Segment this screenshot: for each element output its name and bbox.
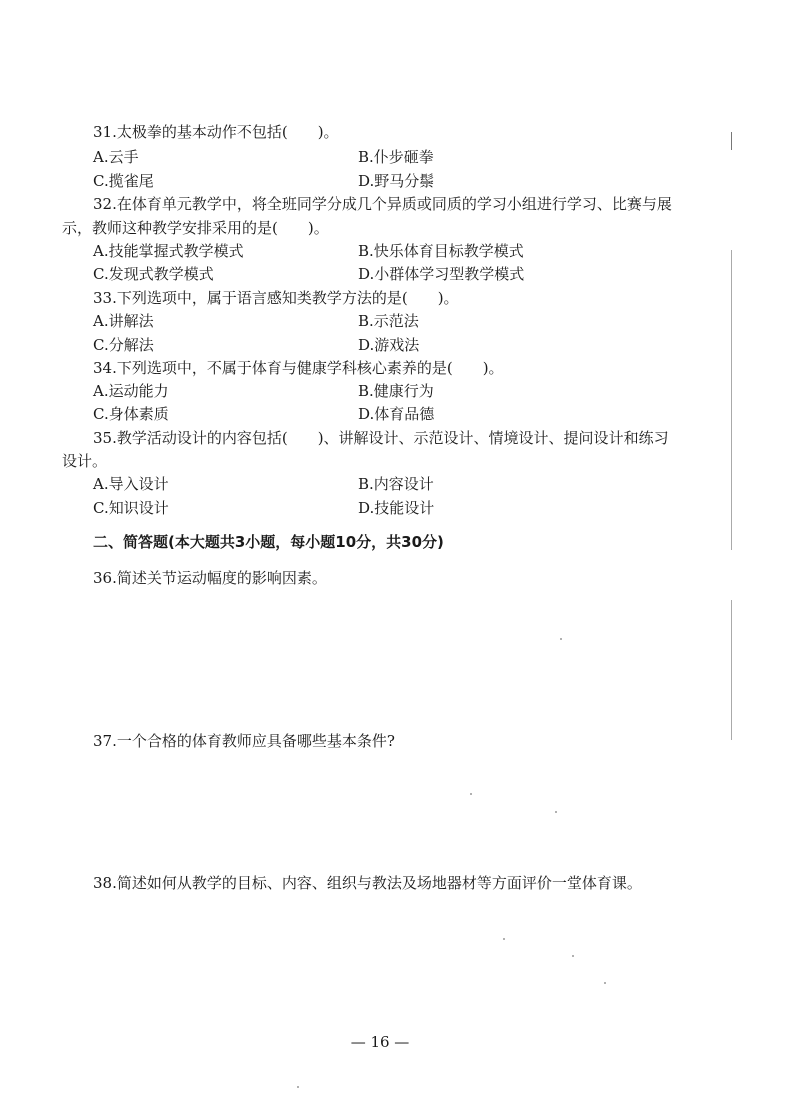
- question-38: 38.简述如何从教学的目标、内容、组织与教法及场地器材等方面评价一堂体育课。: [93, 874, 642, 892]
- section-2-heading: 二、简答题(本大题共3小题，每小题10分，共30分): [93, 533, 444, 551]
- question-35-stem-line-2: 设计。: [62, 452, 108, 470]
- question-35-stem-line-1: 35.教学活动设计的内容包括( )、讲解设计、示范设计、情境设计、提问设计和练习: [93, 429, 669, 447]
- scan-speck: [555, 811, 557, 813]
- question-32-option-c: C.发现式教学模式: [93, 265, 214, 283]
- scan-speck: [470, 793, 472, 795]
- scan-speck: [604, 982, 606, 984]
- question-33-option-b: B.示范法: [358, 312, 419, 330]
- margin-rule-top: [731, 132, 732, 150]
- scan-speck: [503, 938, 505, 940]
- question-31-option-c: C.揽雀尾: [93, 172, 154, 190]
- question-35-option-d: D.技能设计: [358, 499, 435, 517]
- question-35-option-b: B.内容设计: [358, 475, 434, 493]
- question-32-stem-line-1: 32.在体育单元教学中，将全班同学分成几个异质或同质的学习小组进行学习、比赛与展: [93, 195, 672, 213]
- scan-speck: [560, 638, 562, 640]
- question-35-option-a: A.导入设计: [93, 475, 169, 493]
- question-33-option-c: C.分解法: [93, 336, 154, 354]
- question-31-stem: 31.太极拳的基本动作不包括( )。: [93, 123, 339, 141]
- question-36: 36.简述关节运动幅度的影响因素。: [93, 569, 327, 587]
- scan-speck: [572, 955, 574, 957]
- question-31-option-a: A.云手: [93, 148, 139, 166]
- question-34-option-a: A.运动能力: [93, 382, 169, 400]
- scan-speck: [297, 1086, 299, 1088]
- question-37: 37.一个合格的体育教师应具备哪些基本条件?: [93, 732, 395, 750]
- question-33-option-a: A.讲解法: [93, 312, 154, 330]
- margin-rule-middle: [731, 250, 732, 550]
- question-32-option-a: A.技能掌握式教学模式: [93, 242, 244, 260]
- margin-rule-bottom: [731, 600, 732, 740]
- question-32-stem-line-2: 示，教师这种教学安排采用的是( )。: [62, 219, 329, 237]
- question-34-option-c: C.身体素质: [93, 405, 169, 423]
- question-31-option-b: B.仆步砸拳: [358, 148, 434, 166]
- question-31-option-d: D.野马分鬃: [358, 172, 435, 190]
- question-34-option-d: D.体育品德: [358, 405, 435, 423]
- page-number: — 16 —: [350, 1033, 410, 1051]
- question-33-stem: 33.下列选项中，属于语言感知类教学方法的是( )。: [93, 289, 459, 307]
- question-32-option-d: D.小群体学习型教学模式: [358, 265, 525, 283]
- question-33-option-d: D.游戏法: [358, 336, 420, 354]
- question-32-option-b: B.快乐体育目标教学模式: [358, 242, 524, 260]
- question-34-option-b: B.健康行为: [358, 382, 434, 400]
- question-35-option-c: C.知识设计: [93, 499, 169, 517]
- question-34-stem: 34.下列选项中，不属于体育与健康学科核心素养的是( )。: [93, 359, 504, 377]
